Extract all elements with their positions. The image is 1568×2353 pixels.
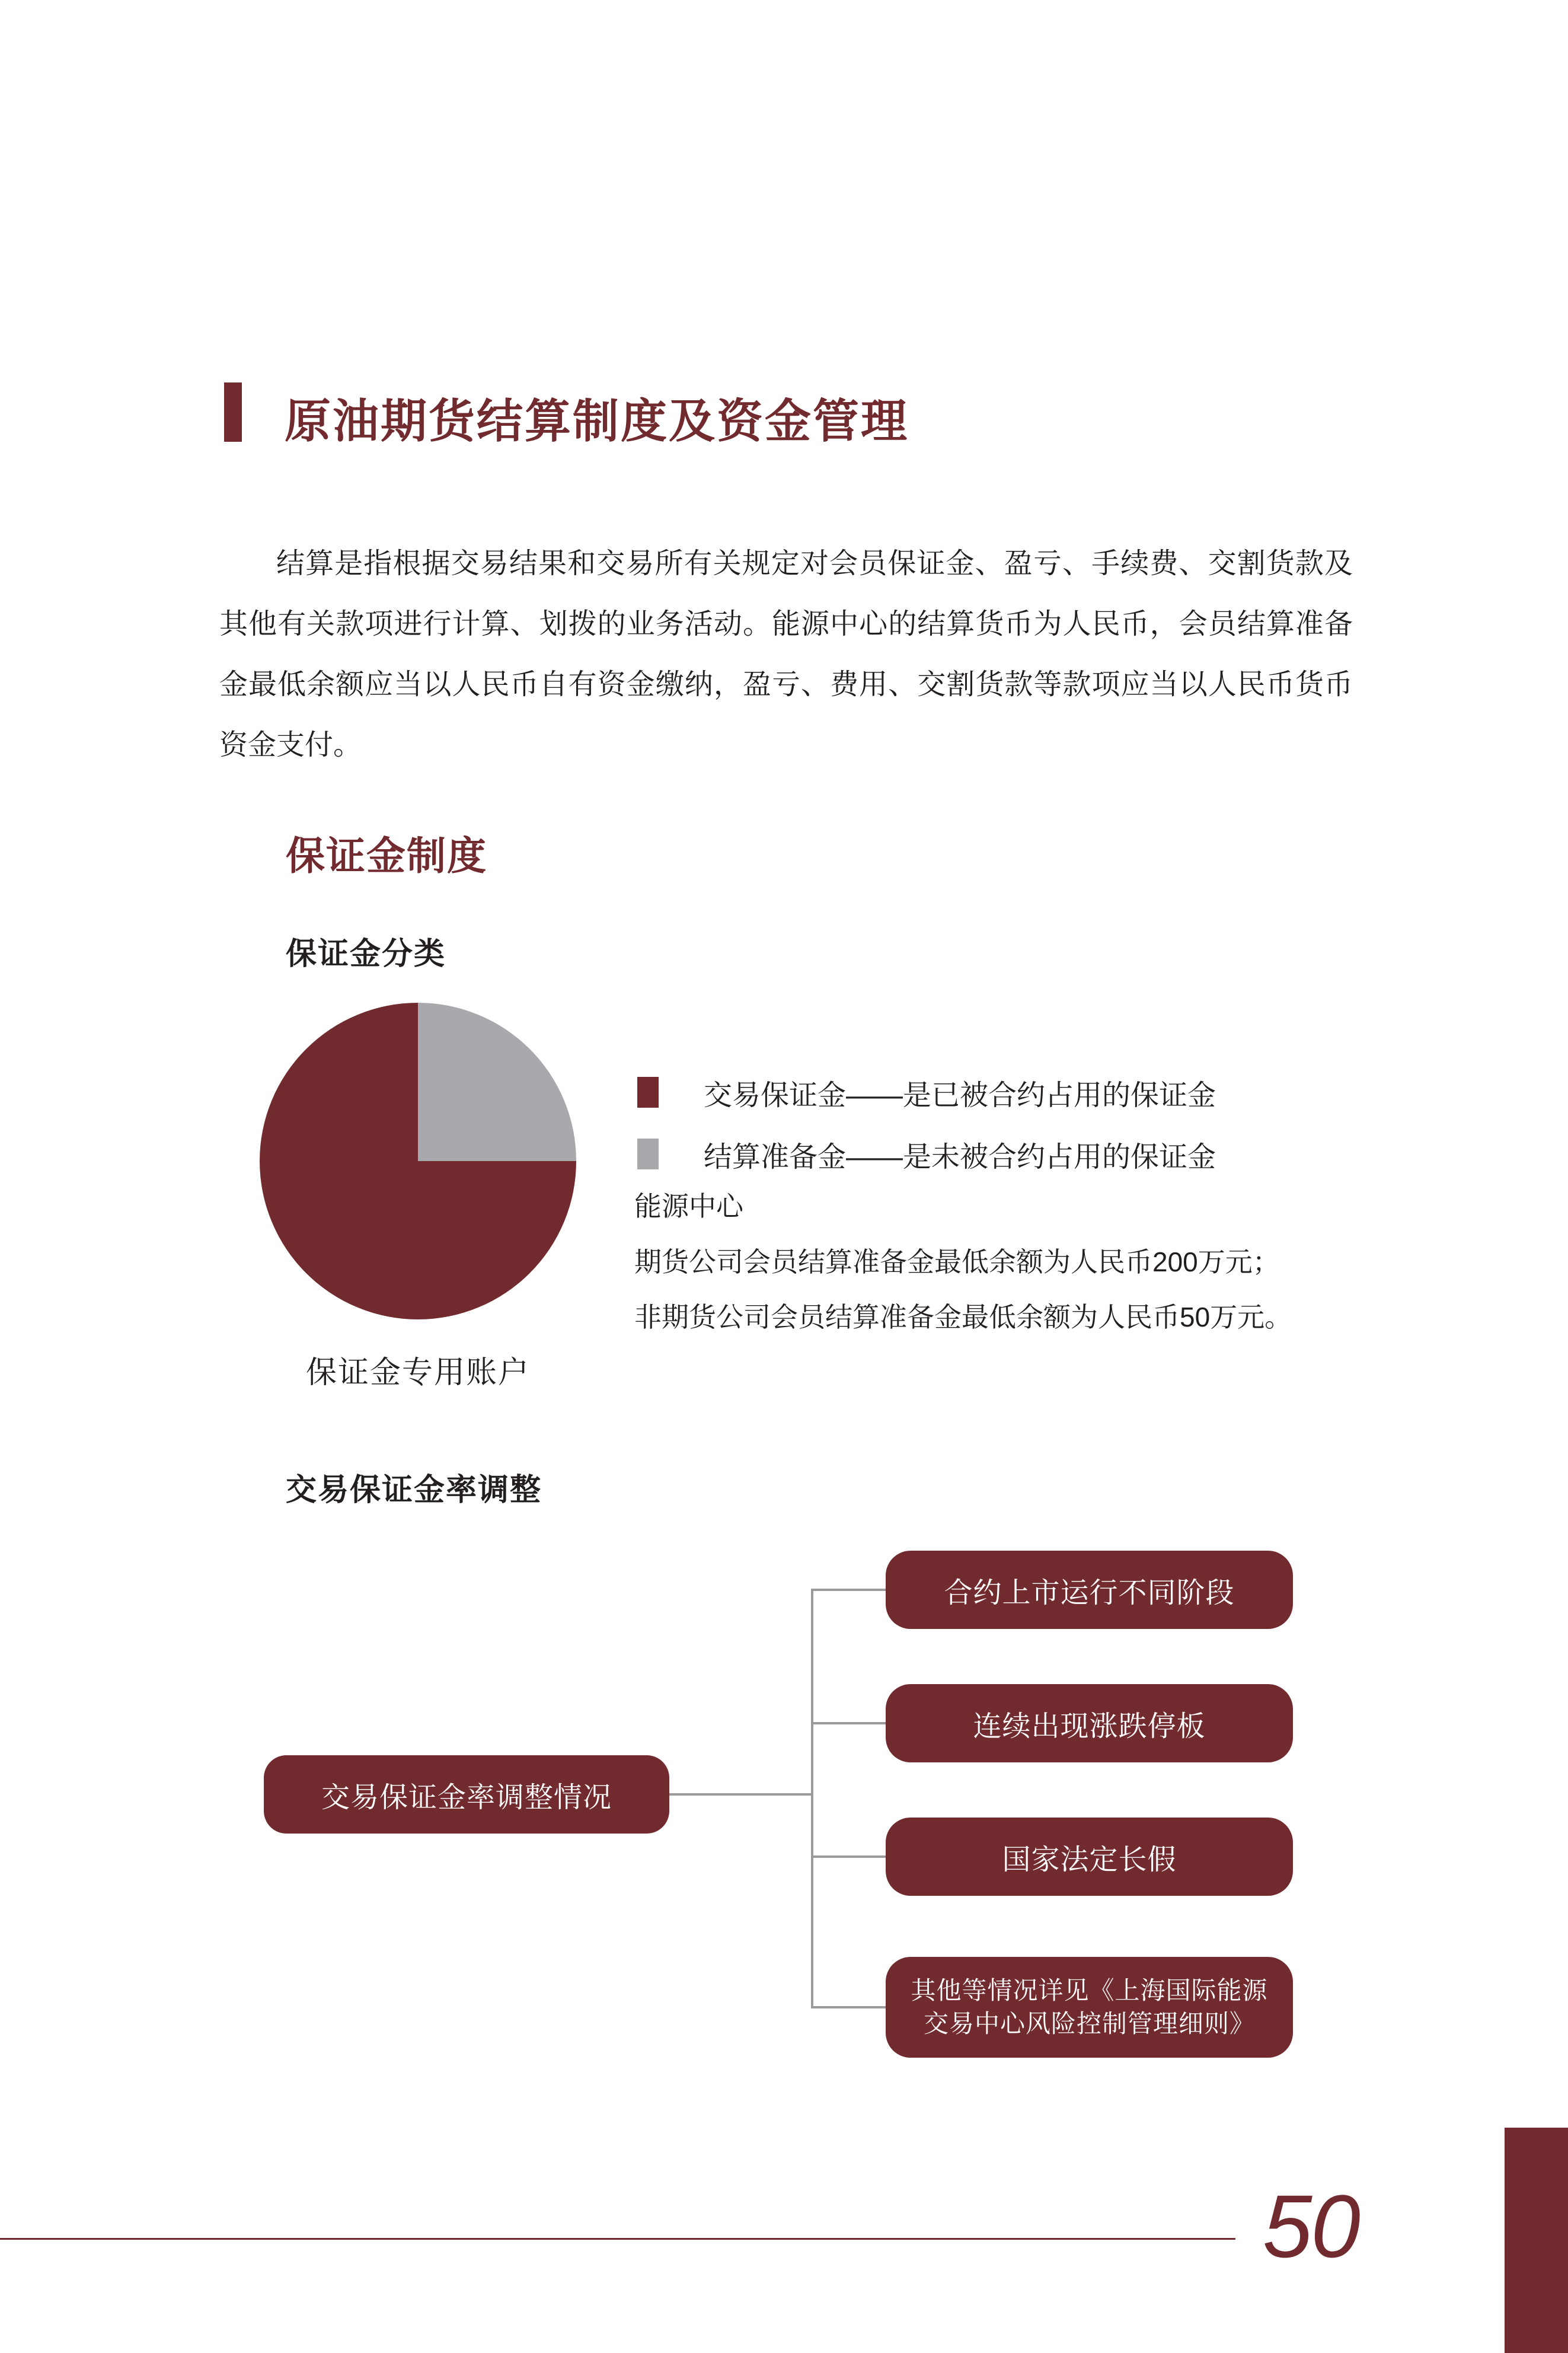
legend-swatch-maroon <box>637 1077 659 1108</box>
page-number: 50 <box>1263 2176 1359 2276</box>
footer-rule <box>0 2238 1235 2240</box>
legend-item-settlement-reserve <box>637 1136 1216 1172</box>
diagram-branch-limit-moves: 连续出现涨跌停板 <box>886 1684 1293 1762</box>
pie-caption: 保证金专用账户 <box>305 1356 530 1390</box>
legend-label: 交易保证金——是已被合约占用的保证金 <box>704 1079 1216 1111</box>
connector-root-link <box>669 1793 812 1796</box>
legend-swatch-gray <box>637 1139 659 1169</box>
note-source-label: 能源中心 <box>634 1191 743 1222</box>
pie-chart <box>260 1003 576 1319</box>
page-title: 原油期货结算制度及资金管理 <box>285 395 909 447</box>
legend-item-trading-margin <box>637 1075 1216 1110</box>
subheading-rate-adjustment: 交易保证金率调整 <box>286 1473 542 1507</box>
diagram-branch-national-holiday: 国家法定长假 <box>886 1818 1293 1896</box>
connector-branch-2 <box>811 1722 887 1724</box>
section-heading-margin-system: 保证金制度 <box>286 834 487 878</box>
subheading-margin-classification: 保证金分类 <box>286 937 446 971</box>
diagram-branch-contract-stages: 合约上市运行不同阶段 <box>886 1551 1293 1629</box>
note-non-futures-company: 非期货公司会员结算准备金最低余额为人民币50万元。 <box>634 1302 1292 1332</box>
page-edge-accent-block <box>1505 2128 1568 2353</box>
connector-branch-1 <box>811 1589 887 1591</box>
intro-paragraph: 结算是指根据交易结果和交易所有关规定对会员保证金、盈亏、手续费、交割货款及其他有关款项进行计算、划拨的业务活动。能源中心的结算货币为人民币，会员结算准备金最低余额应当以人民币自有资金缴纳，盈亏、费用、交割货款等款项应当以人民币货币资金支付。 <box>219 548 1353 761</box>
diagram-root-box: 交易保证金率调整情况 <box>264 1755 669 1834</box>
note-futures-company: 期货公司会员结算准备金最低余额为人民币200万元； <box>634 1246 1280 1277</box>
connector-branch-3 <box>811 1855 887 1858</box>
connector-branch-4 <box>811 2006 887 2008</box>
title-accent-bar <box>224 382 242 442</box>
legend-label: 结算准备金——是未被合约占用的保证金 <box>704 1141 1216 1173</box>
connector-vertical-line <box>811 1589 813 2008</box>
diagram-branch-other-rules: 其他等情况详见《上海国际能源交易中心风险控制管理细则》 <box>886 1957 1293 2058</box>
